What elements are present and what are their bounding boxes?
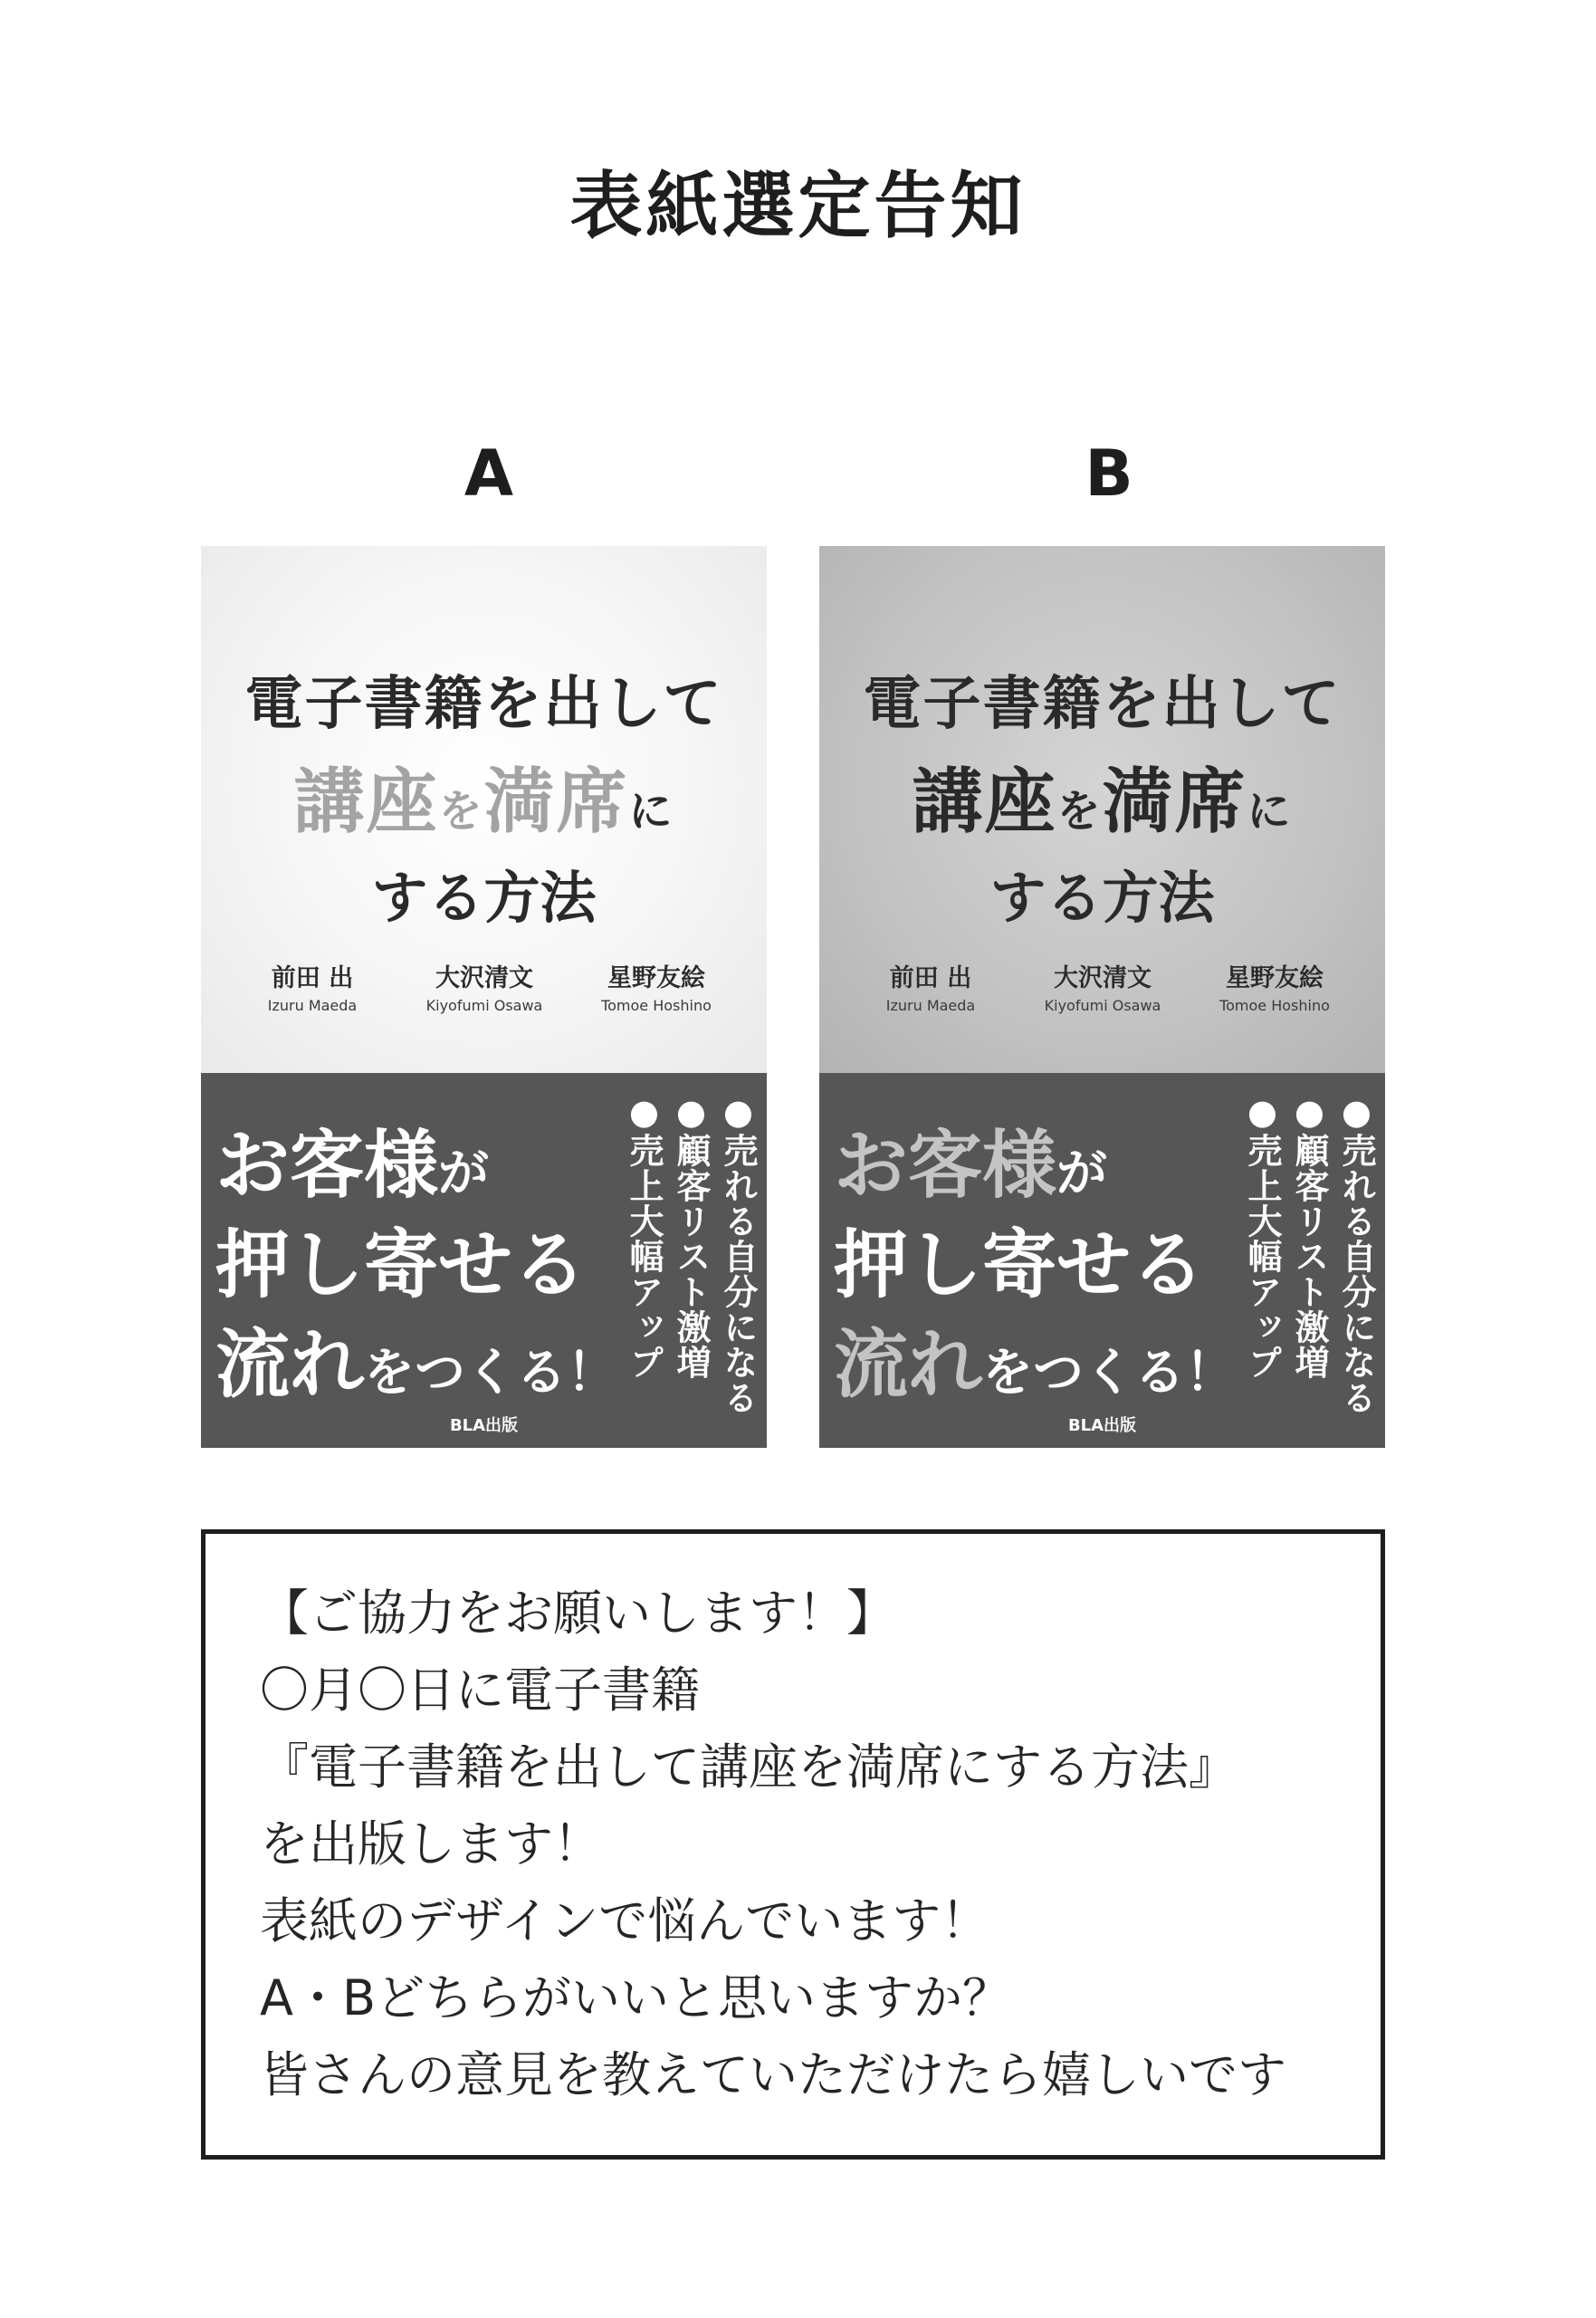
cover-a-author: [570, 963, 742, 1017]
cover-b-author: [845, 963, 1017, 1017]
cover-b-title-manseki: 満席: [1102, 761, 1247, 843]
bullet-item: ●売上大幅アップ: [1242, 1091, 1283, 1380]
cover-a-title-line3: する方法: [371, 865, 597, 931]
catch-sub: が: [438, 1145, 490, 1203]
message-line: 表紙のデザインで悩んでいます！: [260, 1892, 990, 1949]
bullet-item: ●売上大幅アップ: [624, 1091, 664, 1380]
cover-b-title-koza: 講座: [912, 761, 1057, 843]
cover-a-title-area: [201, 546, 767, 1073]
author-name: 星野友絵: [607, 964, 705, 992]
catch-sub: をつくる！: [982, 1344, 1237, 1403]
message-line: 皆さんの意見を教えていただけたら嬉しいです: [260, 2046, 1286, 2103]
cover-a-bullets: [622, 1091, 758, 1435]
message-line: を出版します！: [260, 1815, 602, 1873]
cover-a-authors: [226, 963, 742, 1017]
message-line: 【ご協力をお願いします！】: [260, 1585, 895, 1642]
cover-b-publisher: BLA出版: [1067, 1416, 1137, 1435]
author-name: 星野友絵: [1226, 964, 1324, 992]
author-roman: Tomoe Hoshino: [1219, 997, 1330, 1014]
cover-a-title-line2: [201, 759, 767, 855]
cover-b-author: [1017, 963, 1189, 1017]
cover-option-b[interactable]: [819, 546, 1385, 1448]
bullet-item: ●顧客リスト激増: [671, 1091, 712, 1380]
cover-option-a[interactable]: [201, 546, 767, 1448]
message-line: 『電子書籍を出して講座を満席にする方法』: [260, 1738, 1238, 1796]
message-line: A・Bどちらがいいと思いますか？: [260, 1969, 1011, 2026]
catch-main: 流れ: [215, 1322, 365, 1408]
cover-a-title-ni: に: [628, 786, 674, 837]
cover-b-author: [1189, 963, 1361, 1017]
cover-b-catch-line2: 押し寄せる: [834, 1222, 1206, 1308]
cover-b-title-line2: [819, 759, 1385, 855]
bullet-item: ●顧客リスト激増: [1289, 1091, 1330, 1380]
author-name: 大沢清文: [435, 964, 533, 992]
author-roman: Izuru Maeda: [267, 997, 358, 1014]
author-name: 大沢清文: [1054, 964, 1152, 992]
cover-a-author: [226, 963, 398, 1017]
page-title: 表紙選定告知: [569, 164, 1027, 248]
cover-b-authors: [845, 963, 1361, 1017]
catch-main: お客様: [834, 1123, 1057, 1209]
cover-a-catch-line2: 押し寄せる: [215, 1222, 588, 1308]
cover-a-author: [398, 963, 570, 1017]
cover-b-title-line3: する方法: [989, 865, 1215, 931]
cover-b-title-area: [819, 546, 1385, 1073]
cover-b-catch-line3: [834, 1316, 1236, 1423]
cover-b-title-ni: に: [1247, 786, 1293, 837]
option-a-label: A: [464, 436, 514, 511]
catch-sub: をつくる！: [364, 1344, 618, 1403]
cover-b-title-wo: を: [1056, 786, 1103, 837]
message-line: 〇月〇日に電子書籍: [260, 1662, 700, 1719]
option-b-label: B: [1085, 436, 1133, 511]
cover-a-catch-line3: [215, 1316, 617, 1423]
author-roman: Izuru Maeda: [885, 997, 976, 1014]
author-name: 前田 出: [889, 964, 972, 992]
cover-b-band: [819, 1073, 1385, 1448]
cover-b-bullets: [1240, 1091, 1376, 1435]
cover-b-catch-line1: [834, 1116, 1107, 1224]
message-box: [201, 1529, 1385, 2160]
cover-b-title-line1: 電子書籍を出して: [863, 670, 1342, 738]
cover-a-title-wo: を: [438, 786, 484, 837]
bullet-item: ●売れる自分になる: [1336, 1091, 1377, 1415]
cover-a-catch-line1: [215, 1116, 489, 1224]
cover-a-title-line1: 電子書籍を出して: [244, 670, 723, 738]
bullet-item: ●売れる自分になる: [718, 1091, 759, 1415]
catch-sub: が: [1056, 1145, 1108, 1203]
cover-a-publisher: BLA出版: [449, 1416, 519, 1435]
cover-a-title-manseki: 満席: [483, 761, 629, 843]
author-name: 前田 出: [271, 964, 354, 992]
author-roman: Kiyofumi Osawa: [1044, 997, 1161, 1014]
catch-main: お客様: [215, 1123, 439, 1209]
author-roman: Kiyofumi Osawa: [425, 997, 543, 1014]
cover-a-band: [201, 1073, 767, 1448]
cover-a-title-koza: 講座: [293, 761, 439, 843]
author-roman: Tomoe Hoshino: [601, 997, 712, 1014]
catch-main: 流れ: [834, 1322, 983, 1408]
